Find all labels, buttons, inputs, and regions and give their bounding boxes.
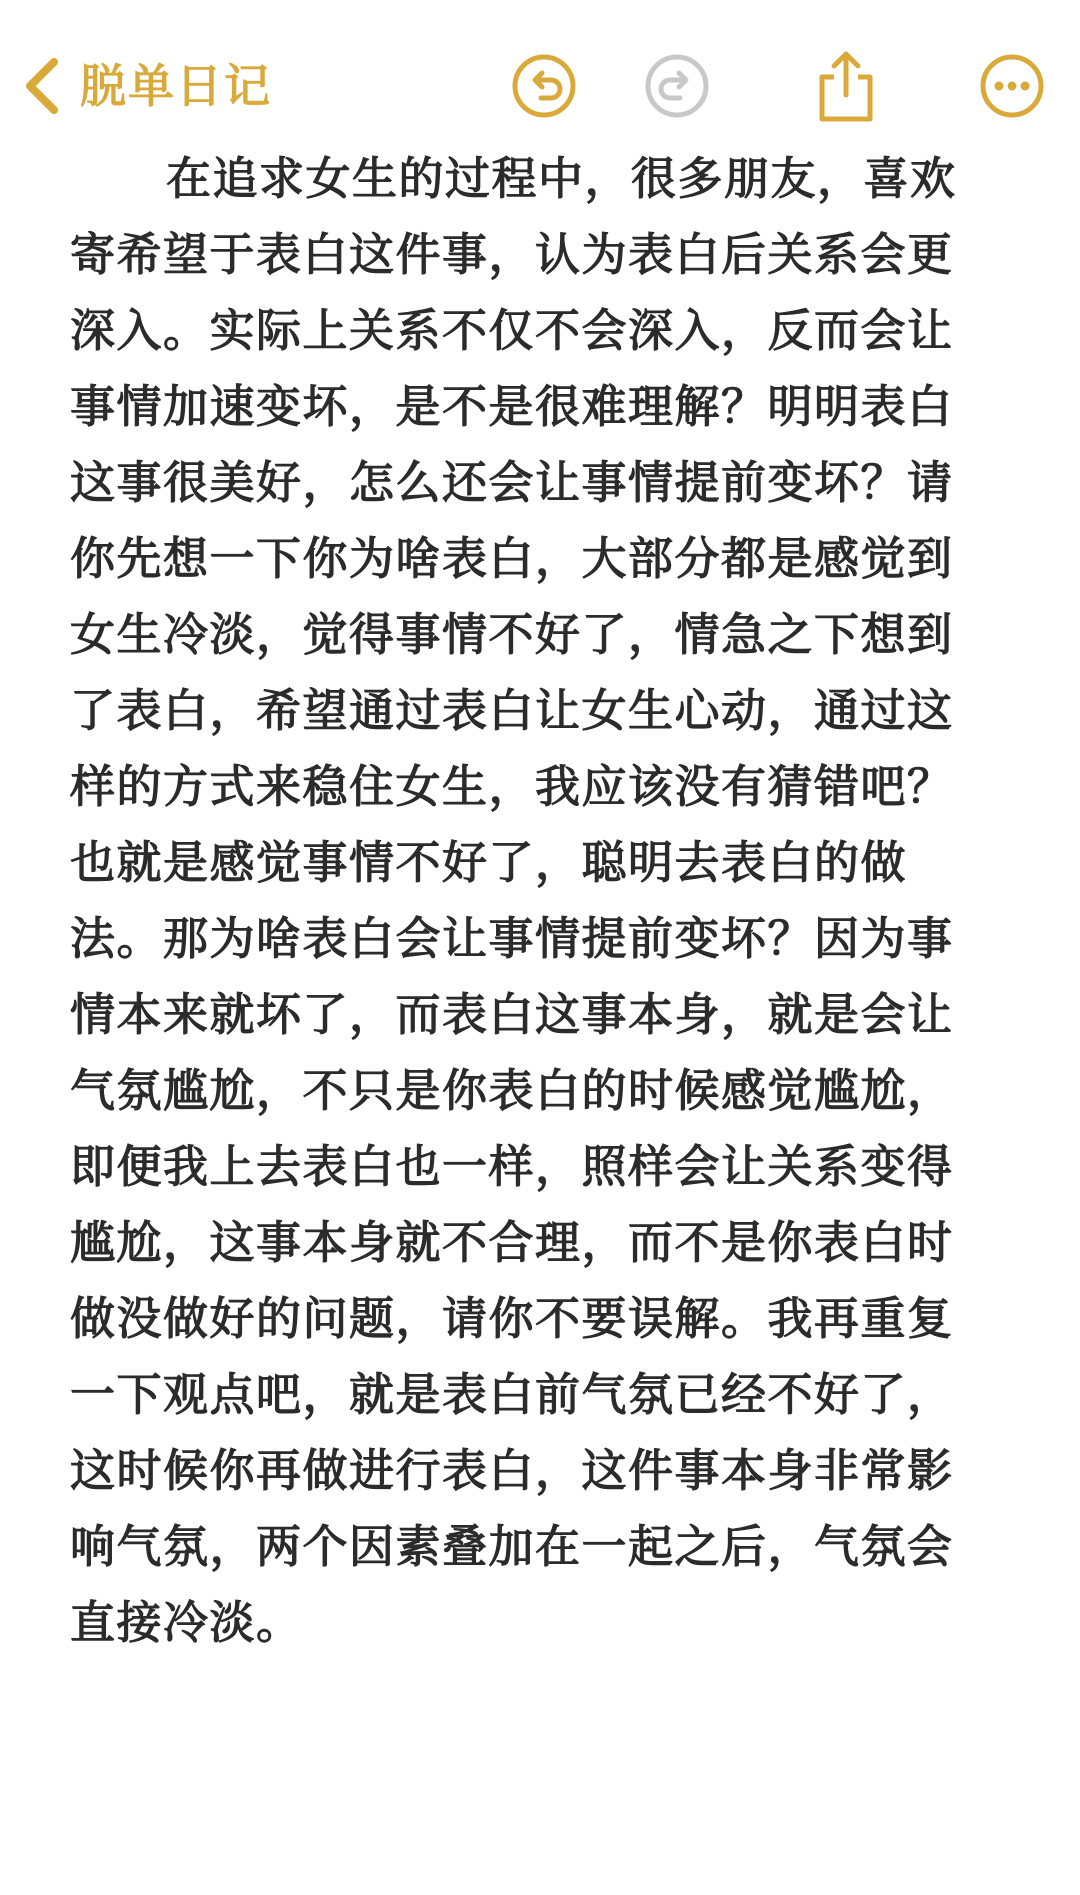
chevron-left-icon: [22, 56, 62, 116]
undo-button[interactable]: [504, 46, 584, 126]
redo-button[interactable]: [637, 46, 717, 126]
more-icon: [979, 53, 1045, 119]
back-button[interactable]: [22, 48, 272, 124]
navigation-toolbar: [0, 38, 1080, 134]
redo-icon: [644, 53, 710, 119]
more-button[interactable]: [972, 46, 1052, 126]
note-body[interactable]: 在追求女生的过程中，很多朋友，喜欢寄希望于表白这件事，认为表白后关系会更深入。实际上关系不仅不会深入，反而会让事情加速变坏，是不是很难理解？明明表白这事很美好，怎么还会让事情提前变坏？请你先想一下你为啥表白，大部分都是感觉到女生冷淡，觉得事情不好了，情急之下想到了表白，希望通过表白让女生心动，通过这样的方式来稳住女生，我应该没有猜错吧？也就是感觉事情不好了，聪明去表白的做法。那为啥表白会让事情提前变坏？因为事情本来就坏了，而表白这事本身，就是会让气氛尴尬，不只是你表白的时候感觉尴尬，即便我上去表白也一样，照样会让关系变得尴尬，这事本身就不合理，而不是你表白时做没做好的问题，请你不要误解。我再重复一下观点吧，就是表白前气氛已经不好了，这时候你再做进行表白，这件事本身非常影响气氛，两个因素叠加在一起之后，气氛会直接冷淡。: [70, 152, 957, 1649]
share-icon: [814, 49, 878, 123]
back-label: 脱单日记: [80, 59, 272, 113]
undo-icon: [511, 53, 577, 119]
share-button[interactable]: [806, 46, 886, 126]
